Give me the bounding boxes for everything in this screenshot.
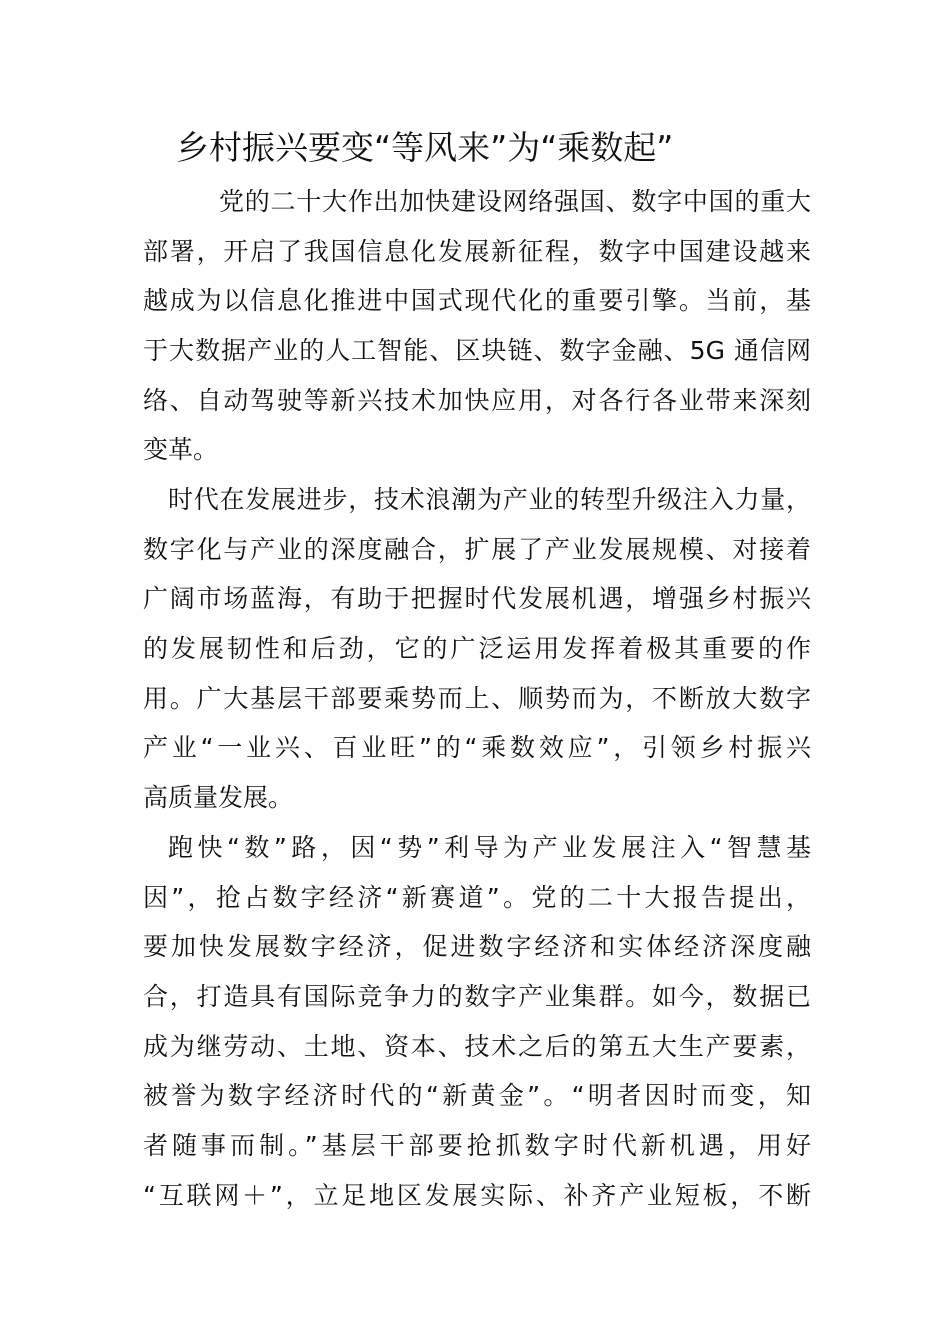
text-line: 产业“一业兴、百业旺”的“乘数效应”，引领乡村振兴 <box>143 733 811 763</box>
text-line: 用。广大基层干部要乘势而上、顺势而为，不断放大数字 <box>143 683 811 713</box>
text-line: 成为继劳动、土地、资本、技术之后的第五大生产要素， <box>143 1031 811 1061</box>
text-line: 跑快“数”路，因“势”利导为产业发展注入“智慧基 <box>168 833 811 862</box>
paragraph-1 <box>143 177 811 475</box>
text-line: 部署，开启了我国信息化发展新征程，数字中国建设越来 <box>143 236 811 266</box>
text-line: 合，打造具有国际竞争力的数字产业集群。如今，数据已 <box>143 982 811 1012</box>
text-line: 络、自动驾驶等新兴技术加快应用，对各行各业带来深刻 <box>143 385 811 415</box>
text-line: 于大数据产业的人工智能、区块链、数字金融、5G 通信网 <box>143 336 811 366</box>
text-line: 党的二十大作出加快建设网络强国、数字中国的重大 <box>219 187 811 216</box>
text-line: 广阔市场蓝海，有助于把握时代发展机遇，增强乡村振兴 <box>143 584 811 614</box>
text-line: 时代在发展进步，技术浪潮为产业的转型升级注入力量， <box>168 485 811 514</box>
text-line: 数字化与产业的深度融合，扩展了产业发展规模、对接着 <box>143 534 811 564</box>
paragraph-2 <box>143 475 811 823</box>
text-line: 越成为以信息化推进中国式现代化的重要引擎。当前，基 <box>143 286 811 316</box>
text-line: 因”，抢占数字经济“新赛道”。党的二十大报告提出， <box>143 882 811 912</box>
text-line: 要加快发展数字经济，促进数字经济和实体经济深度融 <box>143 932 811 962</box>
text-line: 的发展韧性和后劲，它的广泛运用发挥着极其重要的作 <box>143 634 811 664</box>
text-line: 变革。 <box>143 435 219 465</box>
document-title: 乡村振兴要变“等风来”为“乘数起” <box>176 128 674 167</box>
text-line: 高质量发展。 <box>143 783 294 813</box>
text-line: 被誉为数字经济时代的“新黄金”。“明者因时而变，知 <box>143 1081 811 1111</box>
text-line: 者随事而制。”基层干部要抢抓数字时代新机遇，用好 <box>143 1131 811 1161</box>
paragraph-3 <box>143 823 811 1221</box>
text-line: “互联网＋”，立足地区发展实际、补齐产业短板，不断 <box>143 1180 811 1210</box>
